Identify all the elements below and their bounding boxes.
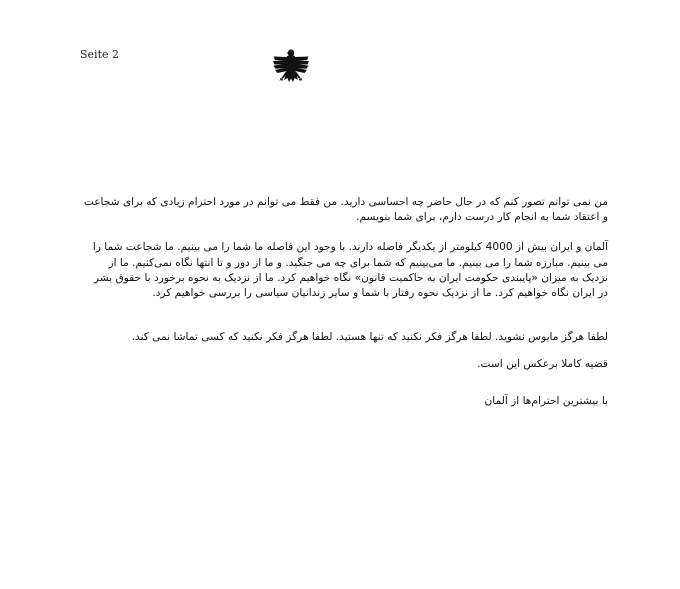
letter-body — [82, 195, 608, 409]
letter-paragraph: من نمی توانم تصور کنم که در حال حاضر چه احساسی دارید. من فقط می توانم در مورد احترام زیادی که برای شجاعت و اعتقاد شما به انجام کار درست دارم، برای شما بنویسم. — [83, 196, 608, 224]
letter-paragraph: لطفا هرگز مایوس نشوید. لطفا هرگز فکر نکنید که تنها هستید. لطفا هرگز فکر نکنید که کسی تماشا نمی کند. — [131, 331, 608, 344]
page-number: Seite 2 — [80, 48, 119, 61]
letter-paragraph: قضیه کاملا برعکس این است. — [477, 358, 608, 371]
letter-paragraph: آلمان و ایران بیش از 4000 کیلومتر از یکدیگر فاصله دارند. با وجود این فاصله ما شما را می بینیم. ما شجاعت شما را می بینیم. مبارزه شما را می بینیم. ما می‌بینیم که شما برای چه می جنگید. و ما از دور و تا انتها نگاه نمی‌کنیم. ما از نزدیک به میزان «پایبندی حکومت ایران به حاکمیت قانون» نگاه خواهیم کرد. ما از نزدیک به نحوه برخورد با حقوق بشر در ایران نگاه خواهیم کرد. ما از نزدیک نحوه رفتار با شما و سایر زندانیان سیاسی را بررسی خواهیم کرد. — [92, 241, 608, 300]
federal-eagle-icon — [272, 47, 310, 87]
letter-closing: با بیشترین احترام‌ها از آلمان — [484, 394, 608, 407]
